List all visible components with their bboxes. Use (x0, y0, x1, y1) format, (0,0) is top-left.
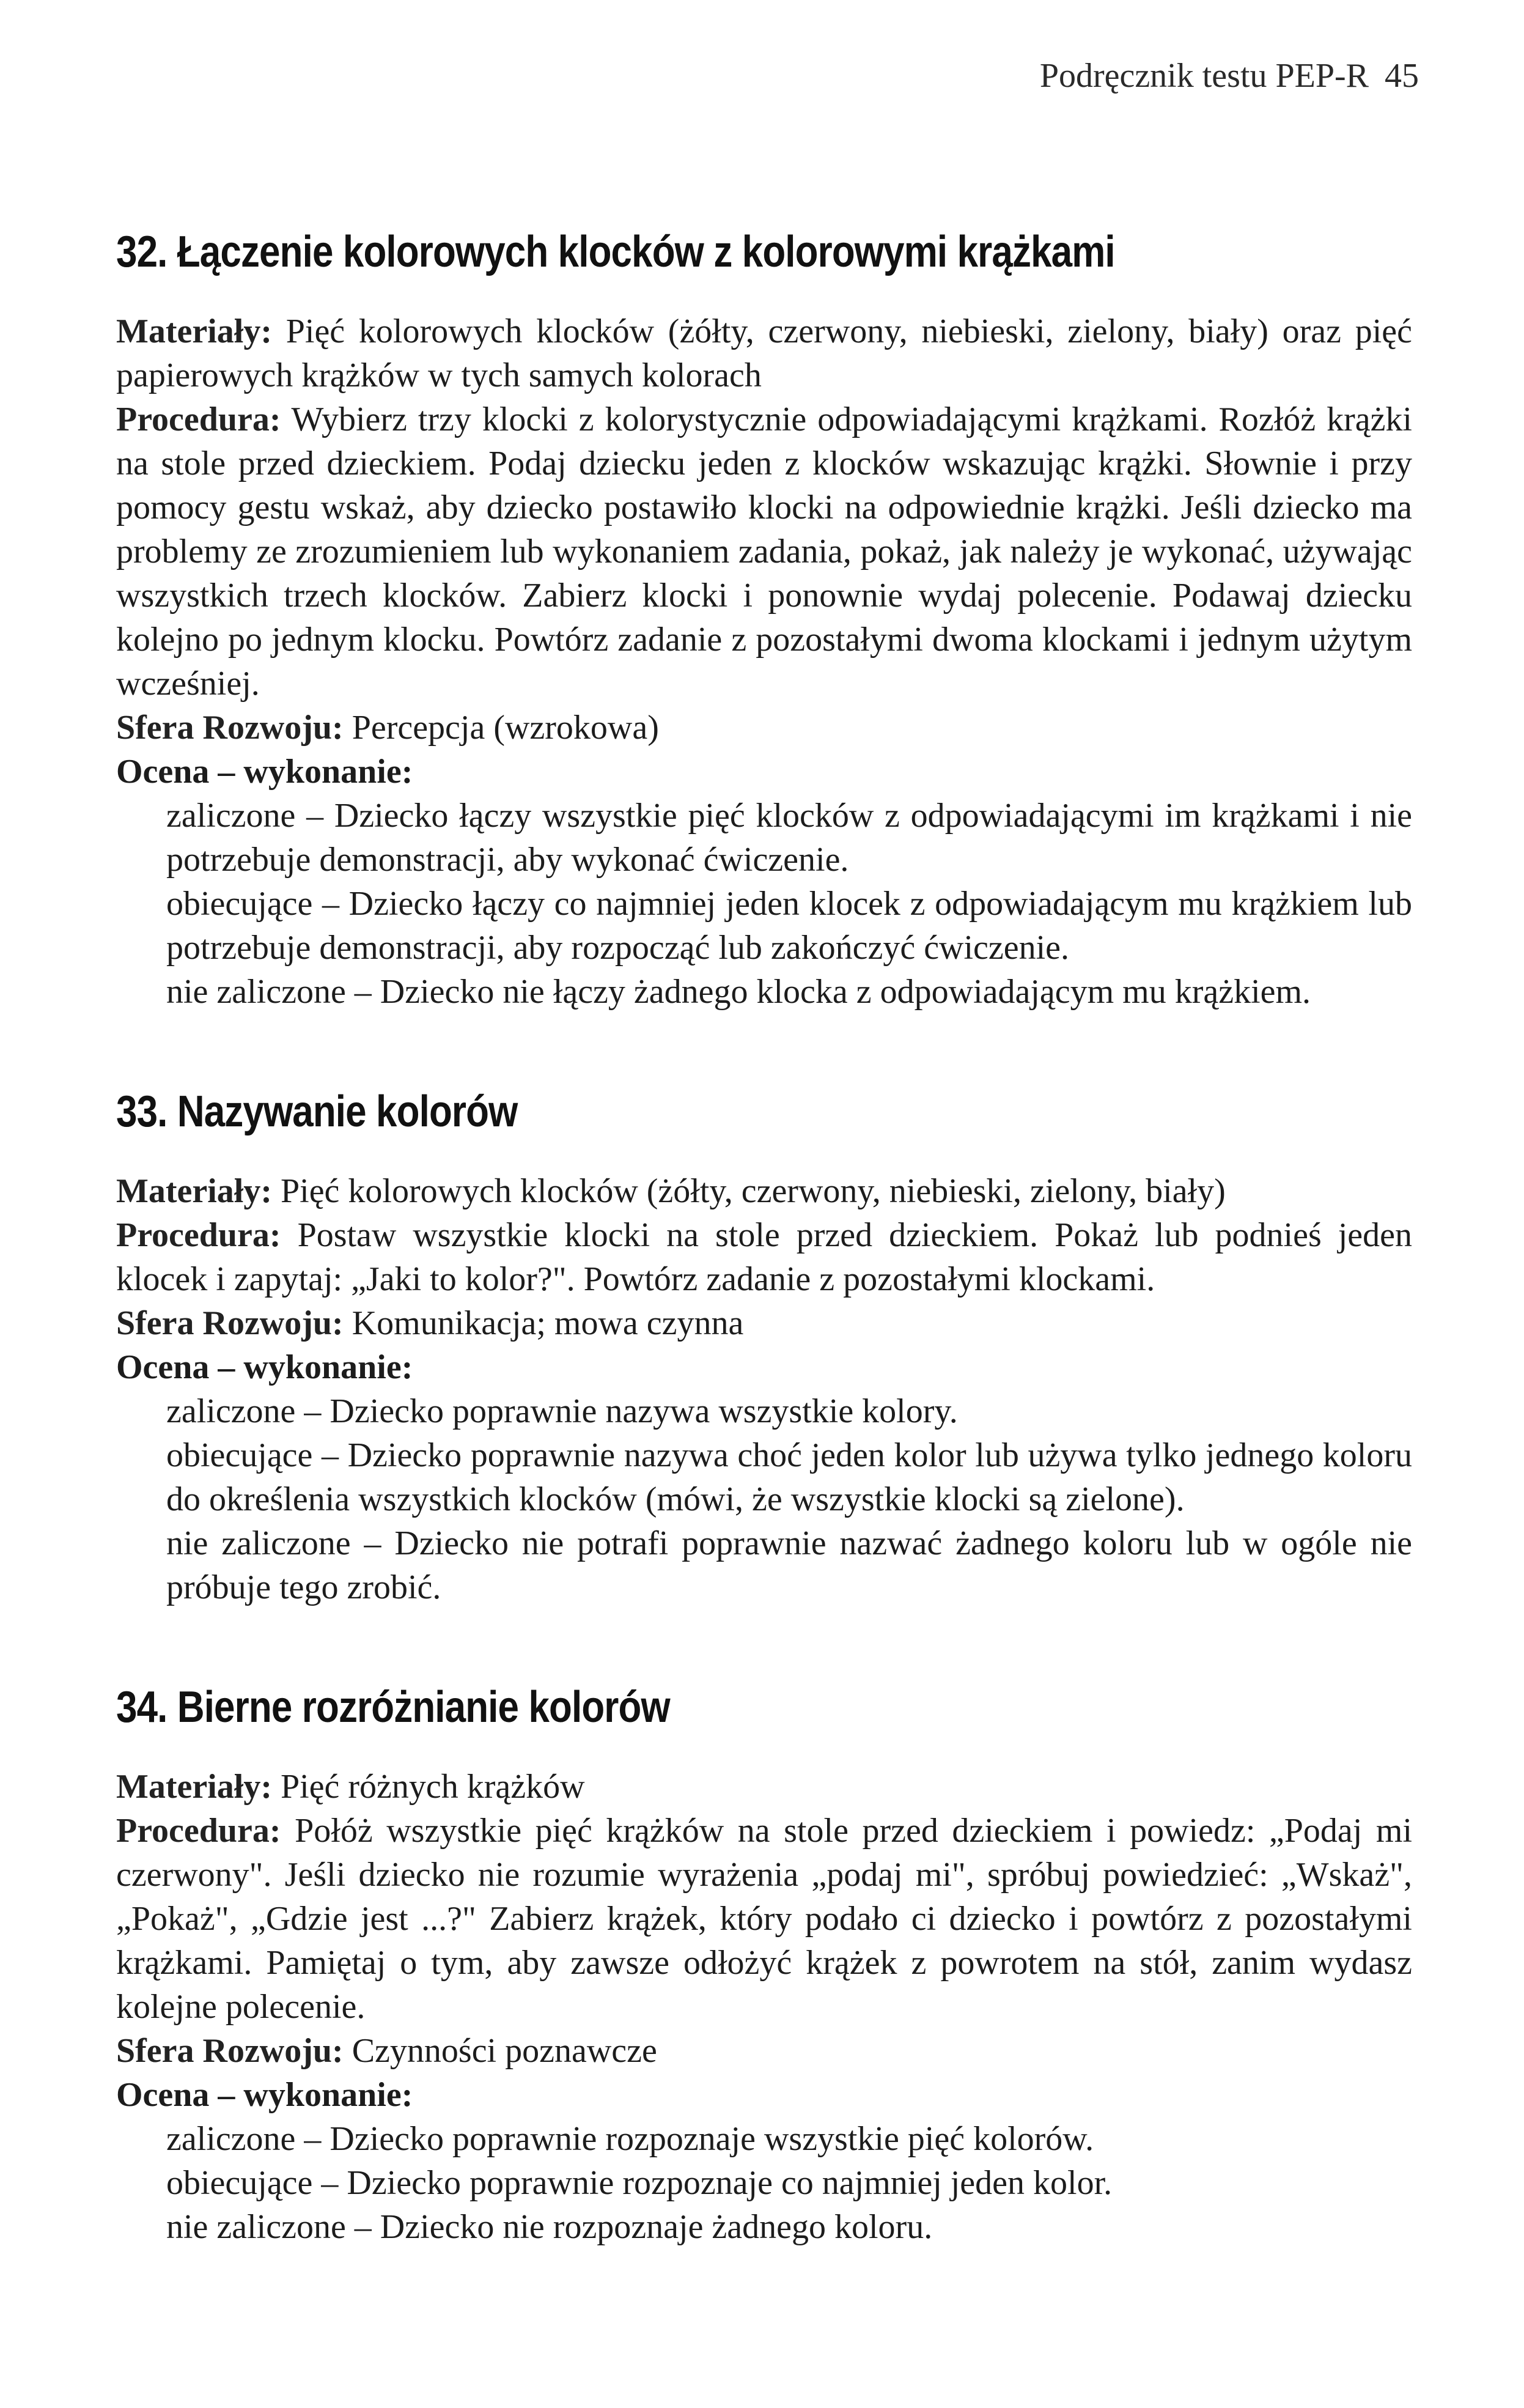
domain-text: Czynności poznawcze (352, 2032, 657, 2070)
section-heading: 32. Łączenie kolorowych klocków z kolorowymi krążkami (116, 227, 1115, 276)
scoring-label: Ocena – wykonanie: (116, 753, 413, 791)
materials-label: Materiały: (116, 1768, 272, 1806)
domain-paragraph (116, 1301, 1412, 1345)
scoring-list (116, 794, 1412, 1014)
procedure-label: Procedura: (116, 1812, 281, 1850)
materials-text: Pięć różnych krążków (280, 1768, 585, 1806)
materials-label: Materiały: (116, 1172, 272, 1210)
procedure-paragraph (116, 397, 1412, 706)
procedure-text: Wybierz trzy klocki z kolorystycznie odpowiadającymi krążkami. Rozłóż krążki na stole przed dzieckiem. Podaj dziecku jeden z klocków wskazując krążki. Słownie i przy pomocy gestu wskaż, aby dziecko postawiło klocki na odpowiednie krążki. Jeśli dziecko ma problemy ze zrozumieniem lub wykonaniem zadania, pokaż, jak należy je wykonać, używając wszystkich trzech klocków. Zabierz klocki i ponownie wydaj polecenie. Podawaj dziecku kolejno po jednym klocku. Powtórz zadanie z pozostałymi dwoma klockami i jednym użytym wcześniej. (116, 401, 1412, 703)
scoring-list (116, 2117, 1412, 2249)
materials-paragraph (116, 1765, 1412, 1809)
domain-text: Percepcja (wzrokowa) (352, 709, 659, 747)
domain-text: Komunikacja; mowa czynna (352, 1304, 744, 1342)
section-heading: 33. Nazywanie kolorów (116, 1087, 518, 1136)
materials-label: Materiały: (116, 312, 272, 350)
materials-text: Pięć kolorowych klocków (żółty, czerwony, niebieski, zielony, biały) (280, 1172, 1226, 1210)
materials-text: Pięć kolorowych klocków (żółty, czerwony, niebieski, zielony, biały) oraz pięć papierowych krążków w tych samych kolorach (116, 312, 1412, 394)
domain-label: Sfera Rozwoju: (116, 2032, 344, 2070)
scoring-item-pass: zaliczone – Dziecko poprawnie rozpoznaje wszystkie pięć kolorów. (166, 2120, 1094, 2158)
scoring-label: Ocena – wykonanie: (116, 2076, 413, 2114)
materials-paragraph (116, 1169, 1412, 1213)
section-heading: 34. Bierne rozróżnianie kolorów (116, 1683, 670, 1732)
domain-label: Sfera Rozwoju: (116, 1304, 344, 1342)
scoring-list (116, 1389, 1412, 1609)
procedure-paragraph (116, 1809, 1412, 2029)
domain-label: Sfera Rozwoju: (116, 709, 344, 747)
scoring-item-emerging: obiecujące – Dziecko poprawnie nazywa choć jeden kolor lub używa tylko jednego koloru do określenia wszystkich klocków (mówi, że wszystkie klocki są zielone). (166, 1436, 1412, 1518)
section-32 (116, 226, 1412, 1014)
scoring-item-pass: zaliczone – Dziecko łączy wszystkie pięć klocków z odpowiadającymi im krążkami i nie potrzebuje demonstracji, aby wykonać ćwiczenie. (166, 797, 1412, 879)
running-header (1040, 56, 1419, 95)
domain-paragraph (116, 706, 1412, 750)
materials-paragraph (116, 309, 1412, 397)
section-33 (116, 1086, 1412, 1609)
scoring-item-emerging: obiecujące – Dziecko poprawnie rozpoznaje co najmniej jeden kolor. (166, 2164, 1113, 2202)
page-body (116, 226, 1412, 2321)
scoring-item-fail: nie zaliczone – Dziecko nie łączy żadnego klocka z odpowiadającym mu krążkiem. (166, 973, 1311, 1011)
scoring-item-pass: zaliczone – Dziecko poprawnie nazywa wszystkie kolory. (166, 1392, 958, 1430)
procedure-label: Procedura: (116, 1216, 281, 1254)
page-number: 45 (1385, 57, 1419, 95)
section-34 (116, 1682, 1412, 2249)
procedure-label: Procedura: (116, 401, 281, 438)
procedure-text: Połóż wszystkie pięć krążków na stole przed dzieckiem i powiedz: „Podaj mi czerwony". Jeśli dziecko nie rozumie wyrażenia „podaj mi", spróbuj powiedzieć: „Wskaż", „Pokaż", „Gdzie jest ...?" Zabierz krążek, który podało ci dziecko i powtórz z pozostałymi krążkami. Pamiętaj o tym, aby zawsze odłożyć krążek z powrotem na stół, zanim wydasz kolejne polecenie. (116, 1812, 1413, 2026)
scoring-item-emerging: obiecujące – Dziecko łączy co najmniej jeden klocek z odpowiadającym mu krążkiem lub potrzebuje demonstracji, aby rozpocząć lub zakończyć ćwiczenie. (166, 885, 1412, 967)
procedure-paragraph (116, 1213, 1412, 1301)
domain-paragraph (116, 2029, 1412, 2073)
scoring-item-fail: nie zaliczone – Dziecko nie potrafi poprawnie nazwać żadnego koloru lub w ogóle nie próbuje tego zrobić. (166, 1524, 1412, 1606)
procedure-text: Postaw wszystkie klocki na stole przed dzieckiem. Pokaż lub podnieś jeden klocek i zapytaj: „Jaki to kolor?". Powtórz zadanie z pozostałymi klockami. (116, 1216, 1413, 1298)
scoring-label: Ocena – wykonanie: (116, 1348, 413, 1386)
running-header-title: Podręcznik testu PEP-R (1039, 57, 1369, 95)
scoring-item-fail: nie zaliczone – Dziecko nie rozpoznaje żadnego koloru. (166, 2208, 933, 2246)
